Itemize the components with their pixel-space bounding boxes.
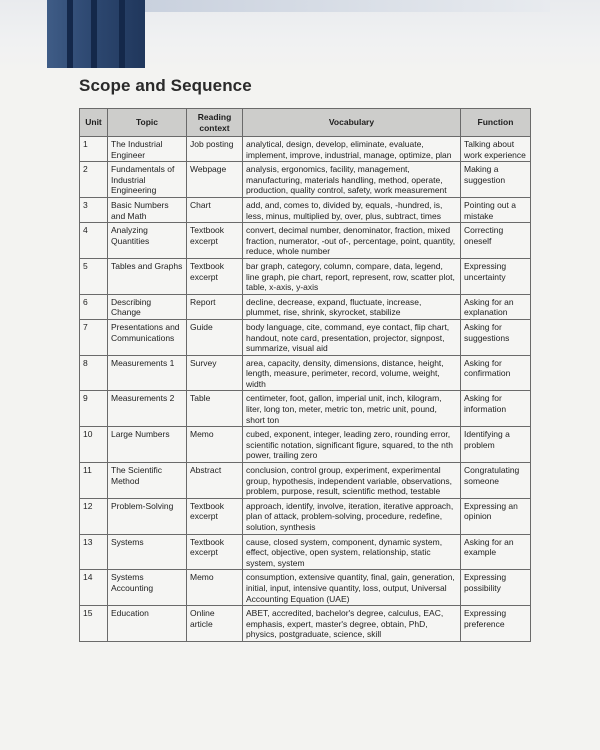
function-cell: Expressing possibility xyxy=(461,570,531,606)
unit-cell: 5 xyxy=(80,258,108,294)
function-cell: Making a suggestion xyxy=(461,162,531,198)
unit-cell: 10 xyxy=(80,427,108,463)
table-row xyxy=(80,498,531,534)
unit-cell: 11 xyxy=(80,463,108,499)
vocabulary-cell: centimeter, foot, gallon, imperial unit, inch, kilogram, liter, long ton, meter, metric ton, metric unit, pound, short ton xyxy=(243,391,461,427)
scope-sequence-table xyxy=(79,108,531,642)
table-row xyxy=(80,391,531,427)
topic-cell: Systems xyxy=(108,534,187,570)
unit-cell: 3 xyxy=(80,197,108,222)
vocabulary-cell: analysis, ergonomics, facility, management, manufacturing, materials handling, method, operate, production, quality control, safety, work measurement xyxy=(243,162,461,198)
vocabulary-cell: add, and, comes to, divided by, equals, -hundred, is, less, minus, multiplied by, over, plus, subtract, times xyxy=(243,197,461,222)
table-header-row xyxy=(80,109,531,137)
unit-cell: 9 xyxy=(80,391,108,427)
reading-context-cell: Textbook excerpt xyxy=(187,258,243,294)
reading-context-cell: Textbook excerpt xyxy=(187,534,243,570)
function-cell: Asking for information xyxy=(461,391,531,427)
unit-cell: 15 xyxy=(80,606,108,642)
vocabulary-cell: consumption, extensive quantity, final, gain, generation, initial, input, intensive quantity, loss, output, Universal Accounting Equation (UAE) xyxy=(243,570,461,606)
column-header-unit: Unit xyxy=(80,109,108,137)
header-banner xyxy=(0,0,600,68)
function-cell: Asking for an explanation xyxy=(461,294,531,319)
table-row xyxy=(80,162,531,198)
function-cell: Congratulating someone xyxy=(461,463,531,499)
unit-cell: 4 xyxy=(80,223,108,259)
reading-context-cell: Report xyxy=(187,294,243,319)
vocabulary-cell: area, capacity, density, dimensions, distance, height, length, measure, perimeter, record, volume, weight, width xyxy=(243,355,461,391)
reading-context-cell: Survey xyxy=(187,355,243,391)
unit-cell: 7 xyxy=(80,319,108,355)
topic-cell: The Scientific Method xyxy=(108,463,187,499)
column-header-topic: Topic xyxy=(108,109,187,137)
vocabulary-cell: body language, cite, command, eye contact, flip chart, handout, note card, presentation, projector, signpost, summarize, visual aid xyxy=(243,319,461,355)
table-row xyxy=(80,427,531,463)
page-title: Scope and Sequence xyxy=(79,76,252,95)
unit-cell: 13 xyxy=(80,534,108,570)
reading-context-cell: Table xyxy=(187,391,243,427)
topic-cell: Presentations and Communications xyxy=(108,319,187,355)
reading-context-cell: Chart xyxy=(187,197,243,222)
topic-cell: Analyzing Quantities xyxy=(108,223,187,259)
table-row xyxy=(80,223,531,259)
function-cell: Expressing uncertainty xyxy=(461,258,531,294)
function-cell: Asking for confirmation xyxy=(461,355,531,391)
vocabulary-cell: bar graph, category, column, compare, data, legend, line graph, pie chart, report, represent, row, scatter plot, table, x-axis, y-axis xyxy=(243,258,461,294)
table-body xyxy=(80,137,531,642)
vocabulary-cell: approach, identify, involve, iteration, iterative approach, plan of attack, problem-solving, procedure, redefine, solution, synthesis xyxy=(243,498,461,534)
function-cell: Asking for suggestions xyxy=(461,319,531,355)
header-banner-stripe xyxy=(119,0,125,68)
function-cell: Identifying a problem xyxy=(461,427,531,463)
vocabulary-cell: decline, decrease, expand, fluctuate, increase, plummet, rise, shrink, skyrocket, stabilize xyxy=(243,294,461,319)
topic-cell: Basic Numbers and Math xyxy=(108,197,187,222)
vocabulary-cell: ABET, accredited, bachelor's degree, calculus, EAC, emphasis, expert, master's degree, obtain, PhD, physics, postgraduate, science, skill xyxy=(243,606,461,642)
function-cell: Asking for an example xyxy=(461,534,531,570)
function-cell: Expressing preference xyxy=(461,606,531,642)
reading-context-cell: Textbook excerpt xyxy=(187,223,243,259)
column-header-reading-context: Reading context xyxy=(187,109,243,137)
reading-context-cell: Abstract xyxy=(187,463,243,499)
unit-cell: 12 xyxy=(80,498,108,534)
reading-context-cell: Online article xyxy=(187,606,243,642)
table-row xyxy=(80,355,531,391)
topic-cell: Tables and Graphs xyxy=(108,258,187,294)
unit-cell: 2 xyxy=(80,162,108,198)
function-cell: Expressing an opinion xyxy=(461,498,531,534)
topic-cell: The Industrial Engineer xyxy=(108,137,187,162)
table-row xyxy=(80,137,531,162)
reading-context-cell: Textbook excerpt xyxy=(187,498,243,534)
table-row xyxy=(80,319,531,355)
topic-cell: Measurements 1 xyxy=(108,355,187,391)
header-banner-fade xyxy=(145,0,550,12)
function-cell: Talking about work experience xyxy=(461,137,531,162)
header-banner-block xyxy=(47,0,145,68)
vocabulary-cell: conclusion, control group, experiment, experimental group, hypothesis, independent variable, observations, problem, purpose, result, scientific method, testable xyxy=(243,463,461,499)
reading-context-cell: Guide xyxy=(187,319,243,355)
header-banner-stripe xyxy=(91,0,97,68)
unit-cell: 8 xyxy=(80,355,108,391)
topic-cell: Describing Change xyxy=(108,294,187,319)
topic-cell: Systems Accounting xyxy=(108,570,187,606)
table-row xyxy=(80,197,531,222)
function-cell: Pointing out a mistake xyxy=(461,197,531,222)
reading-context-cell: Memo xyxy=(187,570,243,606)
column-header-vocabulary: Vocabulary xyxy=(243,109,461,137)
topic-cell: Measurements 2 xyxy=(108,391,187,427)
table-row xyxy=(80,294,531,319)
unit-cell: 1 xyxy=(80,137,108,162)
unit-cell: 6 xyxy=(80,294,108,319)
topic-cell: Education xyxy=(108,606,187,642)
vocabulary-cell: convert, decimal number, denominator, fraction, mixed fraction, numerator, -out of-, percentage, point, quantity, reduce, whole number xyxy=(243,223,461,259)
vocabulary-cell: cubed, exponent, integer, leading zero, rounding error, scientific notation, significant figure, squared, to the nth power, trailing zero xyxy=(243,427,461,463)
topic-cell: Large Numbers xyxy=(108,427,187,463)
header-banner-stripe xyxy=(67,0,73,68)
function-cell: Correcting oneself xyxy=(461,223,531,259)
topic-cell: Fundamentals of Industrial Engineering xyxy=(108,162,187,198)
table-row xyxy=(80,534,531,570)
table-row xyxy=(80,570,531,606)
reading-context-cell: Webpage xyxy=(187,162,243,198)
vocabulary-cell: cause, closed system, component, dynamic system, effect, objective, open system, relationship, static system, system xyxy=(243,534,461,570)
reading-context-cell: Job posting xyxy=(187,137,243,162)
unit-cell: 14 xyxy=(80,570,108,606)
vocabulary-cell: analytical, design, develop, eliminate, evaluate, implement, improve, industrial, manage, optimize, plan xyxy=(243,137,461,162)
table-row xyxy=(80,463,531,499)
table-row xyxy=(80,258,531,294)
topic-cell: Problem-Solving xyxy=(108,498,187,534)
column-header-function: Function xyxy=(461,109,531,137)
reading-context-cell: Memo xyxy=(187,427,243,463)
table-row xyxy=(80,606,531,642)
